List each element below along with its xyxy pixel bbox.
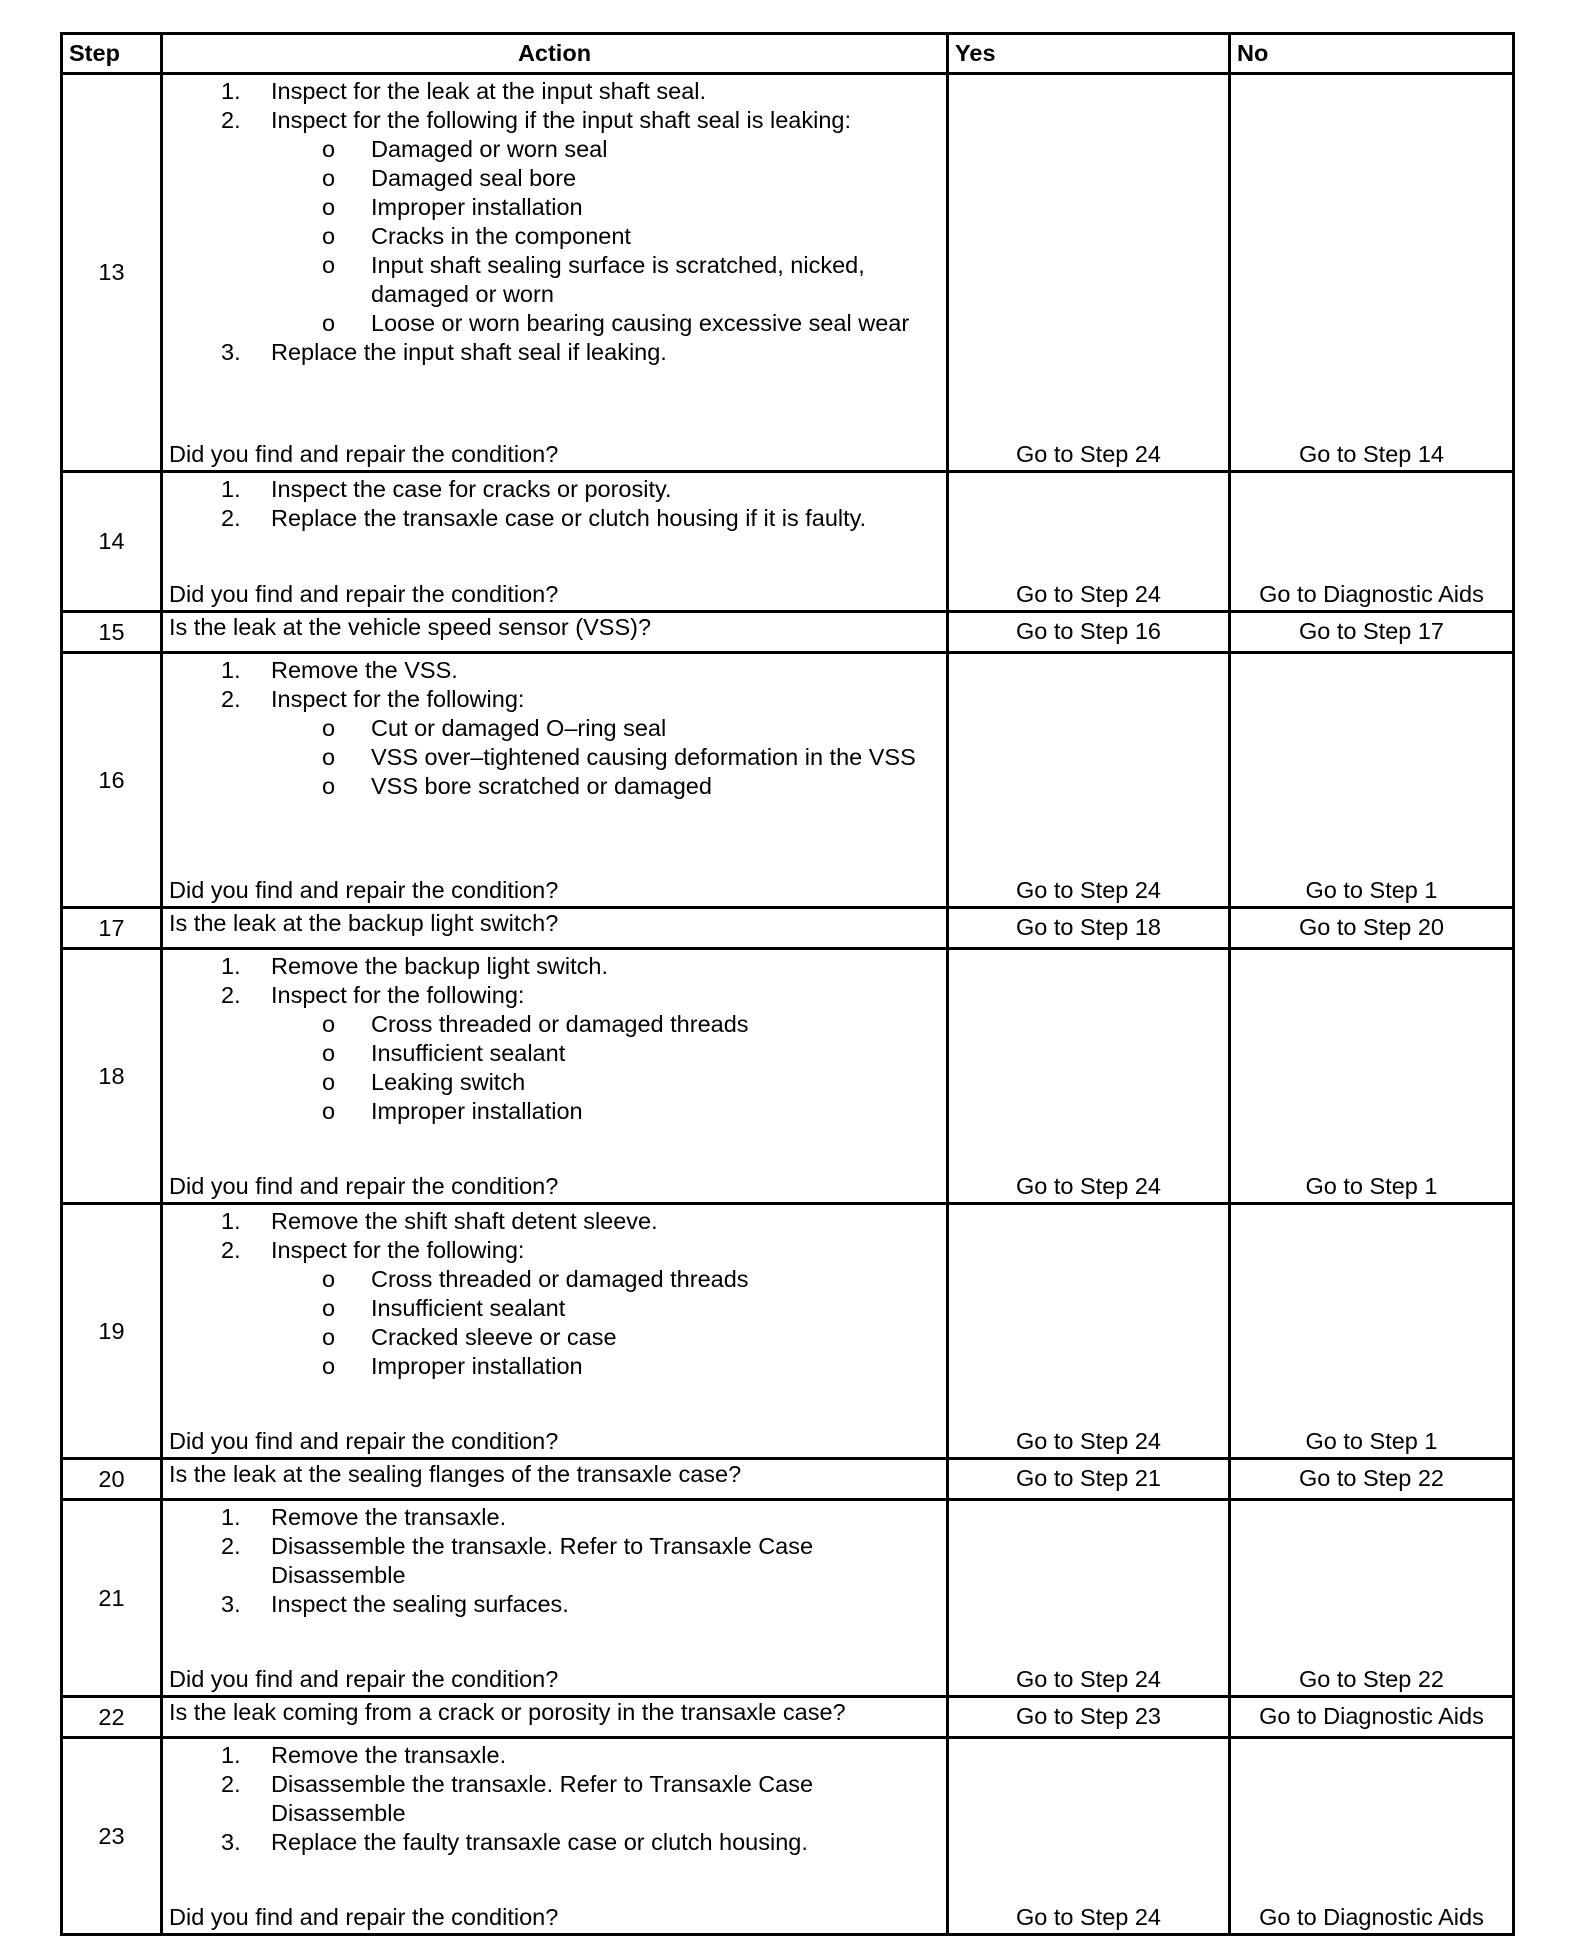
bullet-marker: o [322,773,336,799]
item-number: 3. [221,1829,241,1855]
numbered-item [169,1532,940,1590]
bullet-item [169,135,940,164]
item-text: Disassemble the transaxle. Refer to Transaxle Case Disassemble [271,1771,814,1826]
no-result: Go to Step 17 [1230,612,1514,653]
no-result: Go to Step 1 [1230,653,1514,908]
no-result: Go to Step 14 [1230,74,1514,472]
repair-question: Did you find and repair the condition? [169,1666,559,1692]
no-result: Go to Diagnostic Aids [1230,472,1514,612]
no-result: Go to Step 1 [1230,949,1514,1204]
item-text: Improper installation [371,1098,583,1124]
item-text: Inspect for the following if the input shaft seal is leaking: [271,107,851,133]
item-number: 2. [221,982,241,1008]
action-question: Is the leak at the vehicle speed sensor (VSS)? [162,612,948,653]
table-row [62,612,1514,653]
bullet-item [169,309,940,338]
no-result: Go to Step 1 [1230,1204,1514,1459]
item-text: VSS over–tightened causing deformation in the VSS [371,744,916,770]
repair-question: Did you find and repair the condition? [169,1904,559,1930]
bullet-item [169,1010,940,1039]
step-number: 17 [62,908,162,949]
bullet-item [169,164,940,193]
step-number: 18 [62,949,162,1204]
item-text: Cracked sleeve or case [371,1324,617,1350]
numbered-item [169,1590,940,1619]
table-row [62,653,1514,908]
item-number: 1. [221,953,241,979]
bullet-item [169,193,940,222]
table-row [62,949,1514,1204]
bullet-item [169,1294,940,1323]
action-cell [162,949,948,1204]
item-text: Cracks in the component [371,223,631,249]
bullet-item [169,1097,940,1126]
item-number: 2. [221,1237,241,1263]
repair-question: Did you find and repair the condition? [169,877,559,903]
yes-result: Go to Step 18 [948,908,1230,949]
item-number: 2. [221,686,241,712]
item-text: Remove the backup light switch. [271,953,608,979]
action-cell [162,1738,948,1935]
numbered-item [169,1770,940,1828]
diagnostic-table [60,32,1515,1936]
yes-result: Go to Step 23 [948,1697,1230,1738]
item-text: Remove the transaxle. [271,1504,507,1530]
header-step: Step [62,34,162,74]
numbered-item [169,504,940,533]
item-text: Damaged or worn seal [371,136,608,162]
item-text: Replace the faulty transaxle case or clutch housing. [271,1829,808,1855]
numbered-item [169,952,940,981]
table-row [62,1204,1514,1459]
yes-result: Go to Step 24 [948,1738,1230,1935]
step-number: 21 [62,1500,162,1697]
yes-result: Go to Step 16 [948,612,1230,653]
numbered-item [169,656,940,685]
numbered-item [169,1236,940,1265]
item-text: VSS bore scratched or damaged [371,773,712,799]
header-yes: Yes [948,34,1230,74]
numbered-item [169,106,940,135]
bullet-marker: o [322,310,336,336]
item-number: 1. [221,1504,241,1530]
step-number: 14 [62,472,162,612]
bullet-item [169,1265,940,1294]
action-cell [162,1204,948,1459]
repair-question: Did you find and repair the condition? [169,1428,559,1454]
item-number: 2. [221,1533,241,1559]
numbered-item [169,685,940,714]
bullet-marker: o [322,1069,336,1095]
action-question: Is the leak at the sealing flanges of the transaxle case? [162,1459,948,1500]
bullet-item [169,743,940,772]
bullet-item [169,251,940,309]
bullet-marker: o [322,1295,336,1321]
bullet-item [169,1039,940,1068]
item-text: Leaking switch [371,1069,526,1095]
item-text: Insufficient sealant [371,1040,566,1066]
numbered-item [169,475,940,504]
no-result: Go to Diagnostic Aids [1230,1738,1514,1935]
table-row [62,1500,1514,1697]
numbered-item [169,981,940,1010]
item-number: 1. [221,657,241,683]
step-number: 22 [62,1697,162,1738]
item-text: Remove the transaxle. [271,1742,507,1768]
item-number: 3. [221,339,241,365]
bullet-marker: o [322,136,336,162]
action-question: Is the leak at the backup light switch? [162,908,948,949]
repair-question: Did you find and repair the condition? [169,1173,559,1199]
bullet-item [169,714,940,743]
item-text: Improper installation [371,1353,583,1379]
item-text: Inspect the case for cracks or porosity. [271,476,672,502]
repair-question: Did you find and repair the condition? [169,441,559,467]
action-cell [162,74,948,472]
item-text: Remove the VSS. [271,657,458,683]
action-cell [162,653,948,908]
numbered-item [169,1828,940,1857]
yes-result: Go to Step 24 [948,472,1230,612]
item-number: 1. [221,1208,241,1234]
header-action: Action [162,34,948,74]
bullet-item [169,1068,940,1097]
no-result: Go to Step 20 [1230,908,1514,949]
item-text: Disassemble the transaxle. Refer to Transaxle Case Disassemble [271,1533,814,1588]
item-text: Inspect the sealing surfaces. [271,1591,569,1617]
no-result: Go to Diagnostic Aids [1230,1697,1514,1738]
no-result: Go to Step 22 [1230,1500,1514,1697]
item-text: Inspect for the following: [271,982,525,1008]
bullet-marker: o [322,715,336,741]
item-number: 1. [221,78,241,104]
yes-result: Go to Step 24 [948,653,1230,908]
yes-result: Go to Step 24 [948,74,1230,472]
step-number: 13 [62,74,162,472]
bullet-marker: o [322,1011,336,1037]
bullet-marker: o [322,1266,336,1292]
item-text: Remove the shift shaft detent sleeve. [271,1208,658,1234]
step-number: 16 [62,653,162,908]
numbered-item [169,1503,940,1532]
repair-question: Did you find and repair the condition? [169,581,559,607]
no-result: Go to Step 22 [1230,1459,1514,1500]
item-text: Input shaft sealing surface is scratched, nicked, damaged or worn [371,252,865,307]
item-number: 2. [221,107,241,133]
item-number: 1. [221,476,241,502]
bullet-marker: o [322,252,336,278]
item-text: Replace the transaxle case or clutch housing if it is faulty. [271,505,867,531]
item-text: Cut or damaged O–ring seal [371,715,667,741]
item-text: Damaged seal bore [371,165,577,191]
bullet-marker: o [322,223,336,249]
item-number: 2. [221,1771,241,1797]
item-text: Inspect for the following: [271,1237,525,1263]
numbered-item [169,338,940,367]
table-row [62,74,1514,472]
bullet-item [169,1352,940,1381]
numbered-item [169,1741,940,1770]
bullet-item [169,1323,940,1352]
bullet-marker: o [322,1324,336,1350]
bullet-marker: o [322,1040,336,1066]
item-text: Cross threaded or damaged threads [371,1266,749,1292]
item-text: Inspect for the leak at the input shaft seal. [271,78,707,104]
step-number: 19 [62,1204,162,1459]
table-row [62,1697,1514,1738]
item-text: Inspect for the following: [271,686,525,712]
numbered-item [169,77,940,106]
item-number: 1. [221,1742,241,1768]
bullet-marker: o [322,165,336,191]
item-text: Loose or worn bearing causing excessive seal wear [371,310,910,336]
table-row [62,1738,1514,1935]
yes-result: Go to Step 21 [948,1459,1230,1500]
action-cell [162,1500,948,1697]
yes-result: Go to Step 24 [948,1204,1230,1459]
item-text: Cross threaded or damaged threads [371,1011,749,1037]
step-number: 15 [62,612,162,653]
step-number: 23 [62,1738,162,1935]
yes-result: Go to Step 24 [948,949,1230,1204]
numbered-item [169,1207,940,1236]
item-number: 3. [221,1591,241,1617]
table-body [62,74,1514,1935]
table-row [62,908,1514,949]
bullet-marker: o [322,1353,336,1379]
bullet-marker: o [322,744,336,770]
bullet-item [169,222,940,251]
action-cell [162,472,948,612]
step-number: 20 [62,1459,162,1500]
item-number: 2. [221,505,241,531]
bullet-marker: o [322,1098,336,1124]
header-no: No [1230,34,1514,74]
item-text: Insufficient sealant [371,1295,566,1321]
bullet-marker: o [322,194,336,220]
item-text: Replace the input shaft seal if leaking. [271,339,667,365]
bullet-item [169,772,940,801]
action-question: Is the leak coming from a crack or porosity in the transaxle case? [162,1697,948,1738]
table-row [62,472,1514,612]
table-row [62,1459,1514,1500]
yes-result: Go to Step 24 [948,1500,1230,1697]
header-row [62,34,1514,74]
item-text: Improper installation [371,194,583,220]
